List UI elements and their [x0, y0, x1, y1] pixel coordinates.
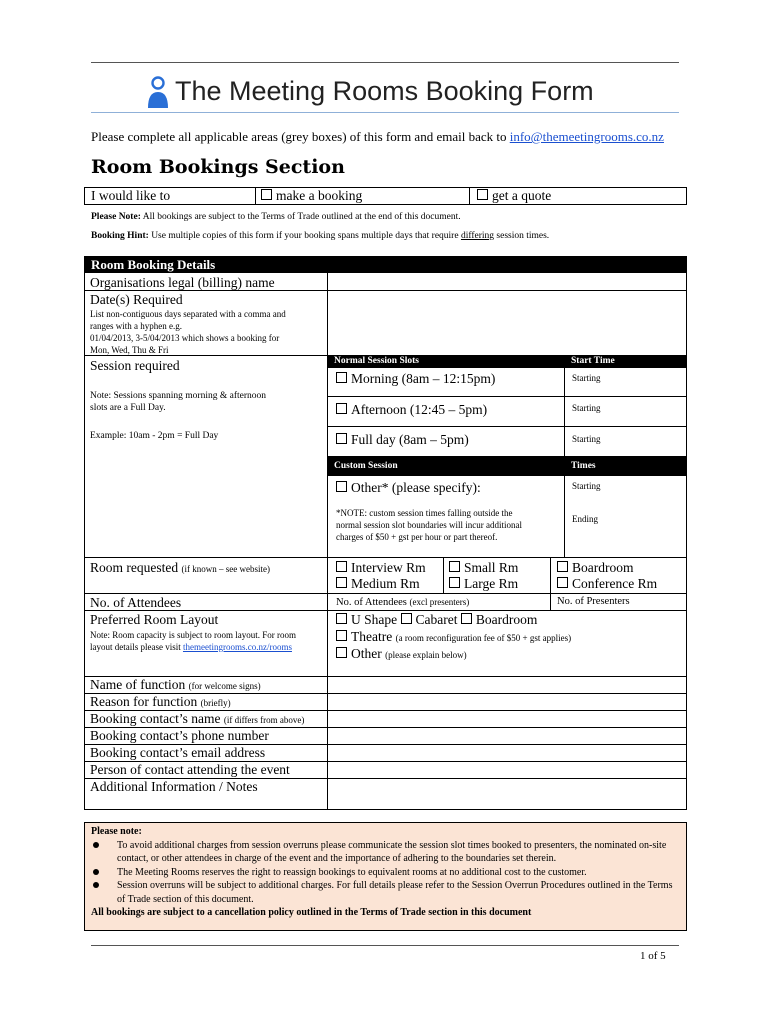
reason-input[interactable]	[328, 694, 686, 709]
email-link[interactable]: info@themeetingrooms.co.nz	[509, 129, 664, 144]
intro-text: Please complete all applicable areas (grey boxes) of this form and email back to info@themeetingrooms.co.nz	[91, 129, 664, 144]
custom-end: Ending	[572, 514, 598, 524]
person-attending-input[interactable]	[328, 762, 686, 777]
booking-hint: Booking Hint: Use multiple copies of this form if your booking spans multiple days that require differing session times.	[91, 231, 550, 241]
ushape-checkbox[interactable]	[336, 613, 347, 624]
note-item: The Meeting Rooms reserves the right to reassign bookings to equivalent rooms at no additional cost to the customer.	[91, 866, 680, 880]
additional-label: Additional Information / Notes	[90, 779, 258, 794]
please-note: Please Note: All bookings are subject to the Terms of Trade outlined at the end of this document.	[91, 212, 461, 222]
note-item: Session overruns will be subject to additional charges. For full details please refer to the Session Overrun Procedures outlined in the Terms of Trade section of this document.	[91, 879, 680, 906]
contact-phone-label: Booking contact’s phone number	[90, 728, 269, 743]
make-booking-option[interactable]: make a booking	[261, 188, 362, 204]
bottom-rule	[91, 945, 679, 946]
presenters-count[interactable]: No. of Presenters	[557, 596, 630, 607]
large-checkbox[interactable]	[449, 577, 460, 588]
notes-list	[91, 839, 680, 907]
layout-other[interactable]: Other (please explain below)	[336, 646, 467, 662]
custom-note: *NOTE: custom session times falling outside the normal session slot boundaries will incur additional charges of $50 + gst per hour or part thereof.	[336, 508, 522, 542]
layout-boardroom[interactable]: Boardroom	[461, 612, 538, 627]
theatre-checkbox[interactable]	[336, 630, 347, 641]
contact-email-label: Booking contact’s email address	[90, 745, 266, 760]
cabaret-checkbox[interactable]	[401, 613, 412, 624]
person-attending-label: Person of contact attending the event	[90, 762, 290, 777]
layout-boardroom-checkbox[interactable]	[461, 613, 472, 624]
layout-cabaret[interactable]: Cabaret	[401, 612, 458, 627]
slot-fullday[interactable]: Full day (8am – 5pm)	[336, 432, 469, 448]
contact-name-input[interactable]	[328, 711, 686, 726]
afternoon-start: Starting	[572, 403, 601, 413]
conference-checkbox[interactable]	[557, 577, 568, 588]
details-header: Room Booking Details	[84, 256, 687, 273]
contact-email-input[interactable]	[328, 745, 686, 760]
person-logo-icon	[145, 75, 171, 109]
notes-title: Please note:	[91, 826, 142, 837]
layout-ushape[interactable]: U Shape	[336, 612, 397, 627]
contact-phone-input[interactable]	[328, 728, 686, 743]
normal-slots-header: Normal Session Slots Start Time	[328, 355, 686, 368]
dates-hint: List non-contiguous days separated with a comma and ranges with a hyphen e.g. 01/04/2013, 3-5/04/2013 which shows a booking for Mon, Wed, Thu & Fri	[90, 309, 286, 355]
booking-type-table	[84, 187, 687, 205]
get-quote-checkbox[interactable]	[477, 189, 488, 200]
room-small[interactable]: Small Rm	[449, 560, 518, 576]
page-number: 1 of 5	[640, 950, 666, 962]
page-title: The Meeting Rooms Booking Form	[175, 76, 594, 106]
attendees-count[interactable]: No. of Attendees (excl presenters)	[336, 597, 470, 608]
room-medium[interactable]: Medium Rm	[336, 576, 420, 592]
slot-morning[interactable]: Morning (8am – 12:15pm)	[336, 371, 495, 387]
function-name-input[interactable]	[328, 677, 686, 692]
boardroom-checkbox[interactable]	[557, 561, 568, 572]
top-rule	[91, 62, 679, 63]
org-label: Organisations legal (billing) name	[90, 275, 275, 290]
section-title: Room Bookings Section	[91, 156, 345, 178]
function-name-label: Name of function (for welcome signs)	[90, 677, 261, 692]
medium-checkbox[interactable]	[336, 577, 347, 588]
notes-footer: All bookings are subject to a cancellation policy outlined in the Terms of Trade section in this document	[91, 907, 532, 918]
room-boardroom[interactable]: Boardroom	[557, 560, 634, 576]
layout-theatre[interactable]: Theatre (a room reconfiguration fee of $50 + gst applies)	[336, 629, 571, 645]
booking-details-table	[84, 256, 687, 810]
reason-label: Reason for function (briefly)	[90, 694, 231, 709]
dates-input[interactable]	[328, 291, 686, 355]
custom-session-header: Custom Session Times	[328, 456, 686, 476]
layout-other-checkbox[interactable]	[336, 647, 347, 658]
small-checkbox[interactable]	[449, 561, 460, 572]
room-interview[interactable]: Interview Rm	[336, 560, 426, 576]
dates-label: Date(s) Required	[90, 292, 183, 307]
room-conference[interactable]: Conference Rm	[557, 576, 657, 592]
org-input[interactable]	[328, 274, 686, 290]
interview-checkbox[interactable]	[336, 561, 347, 572]
session-label: Session required	[90, 358, 180, 373]
room-large[interactable]: Large Rm	[449, 576, 518, 592]
notes-box	[84, 822, 687, 931]
custom-start: Starting	[572, 481, 601, 491]
note-item: To avoid additional charges from session overruns please communicate the session slot times booked to presenters, the nominated on-site contact, or other attendees in charge of the event and the importance of adhering to the boundaries set therein.	[91, 839, 680, 866]
room-label: Room requested (if known – see website)	[90, 560, 270, 575]
morning-checkbox[interactable]	[336, 372, 347, 383]
make-booking-checkbox[interactable]	[261, 189, 272, 200]
like-label: I would like to	[91, 188, 171, 203]
attendees-label: No. of Attendees	[90, 595, 182, 610]
session-note: Note: Sessions spanning morning & afternoon slots are a Full Day.	[90, 391, 266, 413]
other-session-checkbox[interactable]	[336, 481, 347, 492]
layout-options-row1	[336, 612, 537, 628]
get-quote-option[interactable]: get a quote	[477, 188, 551, 204]
session-example: Example: 10am - 2pm = Full Day	[90, 431, 219, 441]
layout-label: Preferred Room Layout	[90, 612, 219, 627]
fullday-start: Starting	[572, 434, 601, 444]
morning-start: Starting	[572, 373, 601, 383]
slot-afternoon[interactable]: Afternoon (12:45 – 5pm)	[336, 402, 487, 418]
rooms-link[interactable]: themeetingrooms.co.nz/rooms	[182, 642, 292, 652]
additional-input[interactable]	[328, 779, 686, 809]
afternoon-checkbox[interactable]	[336, 403, 347, 414]
other-session[interactable]: Other* (please specify):	[336, 480, 481, 496]
layout-note: Note: Room capacity is subject to room layout. For room layout details please visit themeetingrooms.co.nz/rooms	[90, 630, 296, 652]
contact-name-label: Booking contact’s name (if differs from above)	[90, 711, 305, 726]
title-underline	[91, 112, 679, 113]
fullday-checkbox[interactable]	[336, 433, 347, 444]
